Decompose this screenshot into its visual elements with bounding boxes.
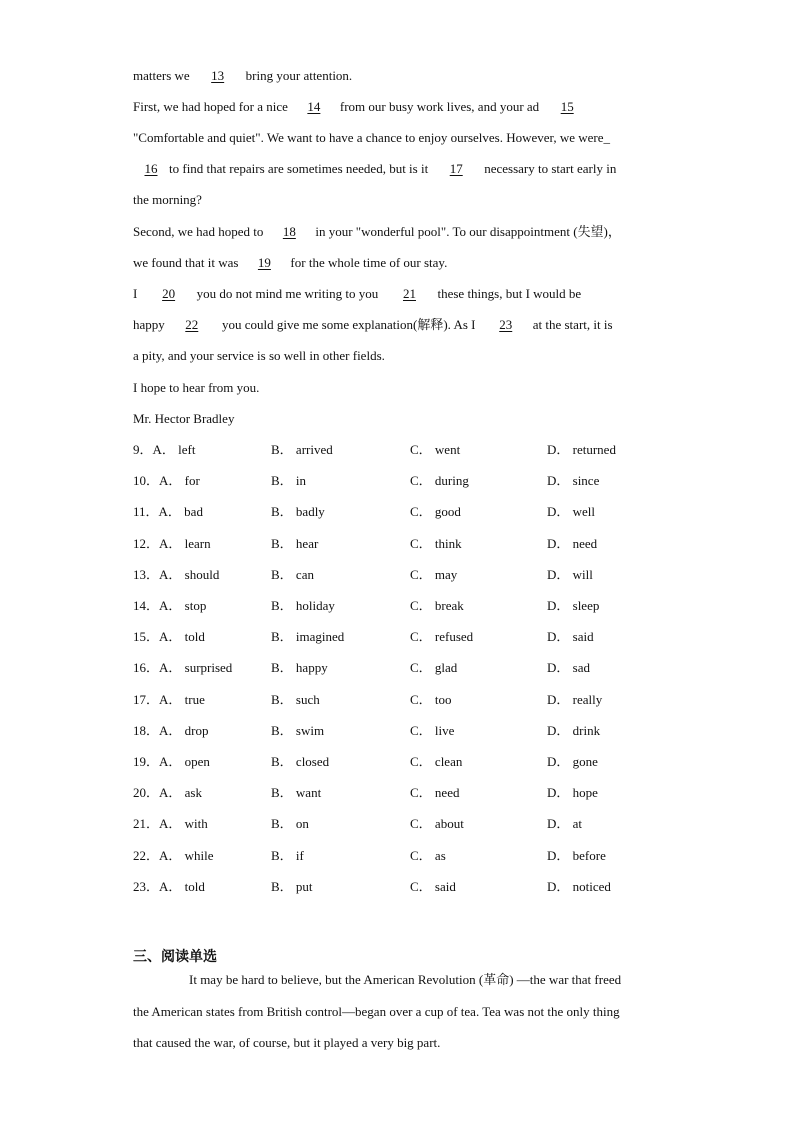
option-c: C． went xyxy=(410,442,461,457)
option-c: C． think xyxy=(410,536,462,551)
option-b: B． such xyxy=(271,692,320,707)
passage-line xyxy=(133,254,447,272)
option-d: D． really xyxy=(547,692,603,707)
option-d: D． at xyxy=(547,816,583,831)
answer-blank: 22 xyxy=(185,317,199,332)
option-a: 12．A． learn xyxy=(133,536,211,551)
option-row xyxy=(133,628,693,646)
option-a: 23．A． told xyxy=(133,879,205,894)
passage-line xyxy=(133,98,595,116)
option-c: C． said xyxy=(410,879,456,894)
passage-text: we found that it was xyxy=(133,255,239,270)
passage-line: "Comfortable and quiet". We want to have a chance to enjoy ourselves. However, we were_ xyxy=(133,130,611,145)
passage-text: happy xyxy=(133,317,165,332)
option-c: C． glad xyxy=(410,660,458,675)
option-a: 9．A． left xyxy=(133,442,196,457)
passage-line: I hope to hear from you. xyxy=(133,380,260,395)
option-d: D． before xyxy=(547,848,606,863)
section-heading: 三、阅读单选 xyxy=(133,949,217,965)
option-row xyxy=(133,441,693,459)
passage-text: to find that repairs are sometimes needed, but is it xyxy=(169,161,429,176)
option-a: 22．A． while xyxy=(133,848,214,863)
option-row xyxy=(133,784,693,802)
passage-line xyxy=(133,316,613,334)
passage-line: the morning? xyxy=(133,192,202,207)
passage-text: matters we xyxy=(133,68,190,83)
option-b: B． want xyxy=(271,785,322,800)
answer-blank: 16 xyxy=(144,161,158,176)
option-a: 11．A． bad xyxy=(133,504,203,519)
answer-blank: 14 xyxy=(307,99,321,114)
option-b: B． holiday xyxy=(271,598,335,613)
option-d: D． since xyxy=(547,473,600,488)
option-a: 20．A． ask xyxy=(133,785,202,800)
option-row xyxy=(133,722,693,740)
option-b: B． in xyxy=(271,473,307,488)
option-c: C． may xyxy=(410,567,458,582)
answer-blank: 19 xyxy=(257,255,271,270)
option-b: B． swim xyxy=(271,723,325,738)
passage-line xyxy=(133,67,352,85)
option-b: B． hear xyxy=(271,536,319,551)
option-d: D． sleep xyxy=(547,598,600,613)
reading-paragraph-line: that caused the war, of course, but it played a very big part. xyxy=(133,1035,441,1050)
option-b: B． happy xyxy=(271,660,328,675)
answer-blank: 17 xyxy=(449,161,463,176)
answer-blank: 13 xyxy=(211,68,225,83)
option-b: B． imagined xyxy=(271,629,345,644)
option-c: C． clean xyxy=(410,754,463,769)
option-row xyxy=(133,597,693,615)
option-row xyxy=(133,503,693,521)
option-b: B． can xyxy=(271,567,314,582)
answer-blank: 15 xyxy=(560,99,574,114)
option-row xyxy=(133,535,693,553)
option-a: 18．A． drop xyxy=(133,723,209,738)
option-c: C． during xyxy=(410,473,469,488)
option-b: B． closed xyxy=(271,754,330,769)
answer-blank: 20 xyxy=(162,286,176,301)
passage-text: from our busy work lives, and your ad xyxy=(339,99,540,114)
option-a: 14．A． stop xyxy=(133,598,207,613)
option-a: 17．A． true xyxy=(133,692,205,707)
passage-text: you do not mind me writing to you xyxy=(196,286,382,301)
option-c: C． as xyxy=(410,848,446,863)
option-c: C． need xyxy=(410,785,460,800)
passage-text: for the whole time of our stay. xyxy=(290,255,448,270)
option-a: 16．A． surprised xyxy=(133,660,233,675)
passage-text: Second, we had hoped to xyxy=(133,224,264,239)
option-a: 19．A． open xyxy=(133,754,210,769)
option-b: B． badly xyxy=(271,504,325,519)
passage-line: Mr. Hector Bradley xyxy=(133,411,235,426)
passage-text: necessary to start early in xyxy=(484,161,617,176)
option-row xyxy=(133,659,693,677)
option-row xyxy=(133,753,693,771)
option-c: C． too xyxy=(410,692,452,707)
passage-text: you could give me some explanation(解释). As I xyxy=(218,317,479,332)
passage-line: a pity, and your service is so well in other fields. xyxy=(133,348,385,363)
passage-text: these things, but I would be xyxy=(437,286,582,301)
option-b: B． put xyxy=(271,879,313,894)
option-c: C． refused xyxy=(410,629,474,644)
answer-blank: 23 xyxy=(499,317,513,332)
passage-text: bring your attention. xyxy=(245,68,353,83)
option-c: C． good xyxy=(410,504,461,519)
option-b: B． arrived xyxy=(271,442,333,457)
option-row xyxy=(133,815,693,833)
option-b: B． on xyxy=(271,816,309,831)
passage-text: at the start, it is xyxy=(532,317,613,332)
option-d: D． need xyxy=(547,536,598,551)
option-d: D． well xyxy=(547,504,596,519)
option-d: D． noticed xyxy=(547,879,611,894)
option-a: 21．A． with xyxy=(133,816,208,831)
option-d: D． hope xyxy=(547,785,598,800)
passage-line xyxy=(133,160,616,178)
passage-text: in your "wonderful pool". To our disappointment (失望)， xyxy=(315,224,621,239)
option-a: 13．A． should xyxy=(133,567,220,582)
option-c: C． break xyxy=(410,598,464,613)
option-d: D． said xyxy=(547,629,594,644)
reading-paragraph-line: the American states from British control—began over a cup of tea. Tea was not the only thing xyxy=(133,1004,620,1019)
reading-paragraph-line: It may be hard to believe, but the American Revolution (革命) —the war that freed xyxy=(189,972,622,987)
answer-blank: 18 xyxy=(282,224,296,239)
option-d: D． gone xyxy=(547,754,598,769)
option-row xyxy=(133,878,693,896)
passage-line xyxy=(133,223,621,241)
passage-text: First, we had hoped for a nice xyxy=(133,99,288,114)
answer-blank: 21 xyxy=(402,286,416,301)
option-row xyxy=(133,691,693,709)
passage-text: I xyxy=(133,286,141,301)
option-a: 15．A． told xyxy=(133,629,205,644)
option-b: B． if xyxy=(271,848,304,863)
option-c: C． about xyxy=(410,816,464,831)
option-a: 10．A． for xyxy=(133,473,200,488)
option-d: D． drink xyxy=(547,723,601,738)
option-d: D． returned xyxy=(547,442,616,457)
option-d: D． will xyxy=(547,567,593,582)
option-row xyxy=(133,847,693,865)
passage-line xyxy=(133,285,581,303)
option-row xyxy=(133,472,693,490)
option-row xyxy=(133,566,693,584)
option-d: D． sad xyxy=(547,660,590,675)
option-c: C． live xyxy=(410,723,455,738)
